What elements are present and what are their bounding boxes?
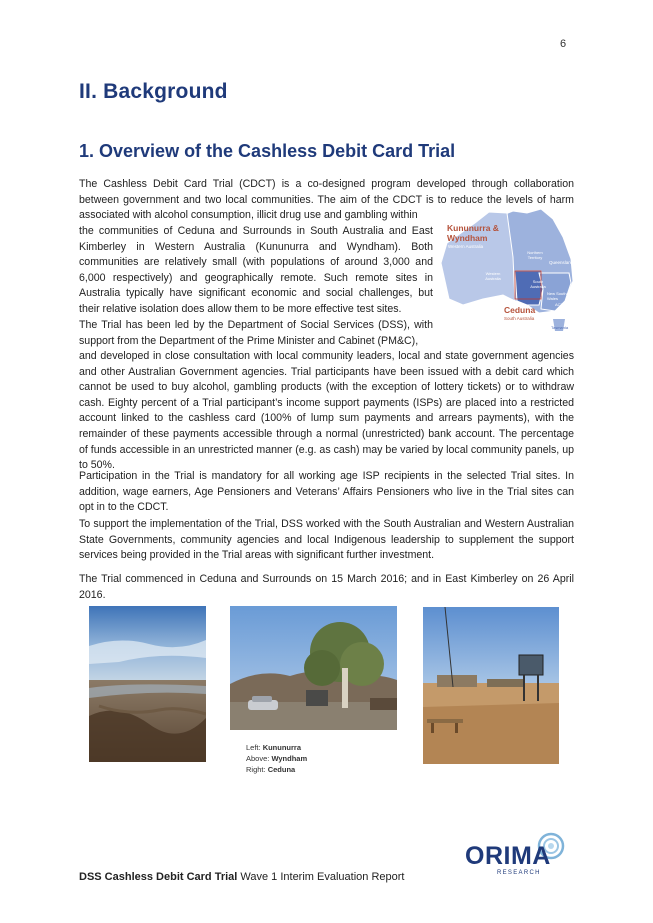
map-state-tas: Tasmania	[551, 325, 569, 330]
caption-above: Above: Wyndham	[246, 754, 308, 763]
paragraph-trial-led: The Trial has been led by the Department of Social Services (DSS), with support from the Department of the Prime Minister and Cabinet (PM&C),	[79, 319, 433, 347]
subsection-heading: 1. Overview of the Cashless Debit Card Trial	[79, 141, 456, 161]
footer-rest: Wave 1 Interim Evaluation Report	[237, 871, 405, 883]
paragraph-support: To support the implementation of the Trial, DSS worked with the South Australian and Western Australian State Governments, community agencies and local Indigenous leadership to supplement the support services being provided in the Trial areas with significant further investment.	[79, 518, 574, 562]
ceduna-photo	[423, 607, 559, 764]
paragraph-communities: the communities of Ceduna and Surrounds in South Australia and East Kimberley in Western Australia (Kununurra and Wyndham). Both communities are relatively small (with populations of around 3,000 and 6,000 respectively) and geographically remote. Such remote sites in Australia typically have significant economic and social challenges, but their relative isolation does allow them to be more effective test sites.	[79, 225, 433, 315]
map-state-vic: Victoria	[544, 311, 558, 316]
orima-logo-sub: RESEARCH	[497, 870, 541, 876]
paragraph-commenced: The Trial commenced in Ceduna and Surrounds on 15 March 2016; and in East Kimberley on 26 April 2016.	[79, 573, 574, 601]
map-state-nt: Northern Territory	[527, 250, 543, 260]
footer	[79, 871, 404, 883]
photo-caption	[246, 742, 307, 775]
caption-right: Right: Ceduna	[246, 765, 296, 774]
map-state-wa: Western Australia	[485, 271, 501, 281]
map-label-ceduna: Ceduna	[504, 305, 536, 315]
orima-logo-name: ORIMA	[465, 842, 551, 870]
map-label-wyndham: Wyndham	[447, 233, 488, 243]
paragraph-participation: Participation in the Trial is mandatory for all working age ISP recipients in the selected Trial sites. In addition, wage earners, Age Pensioners and Veterans’ Affairs Pensioners who live in the Trial sites can opt in to the CDCT.	[79, 470, 574, 514]
map-state-nsw: New South Wales	[547, 291, 567, 301]
footer-bold: DSS Cashless Debit Card Trial	[79, 871, 238, 883]
map-state-act: ACT	[555, 302, 563, 307]
map-state-qld: Queensland	[549, 260, 574, 265]
map-label-kununurra: Kununurra &	[447, 223, 499, 233]
paragraph-intro: The Cashless Debit Card Trial (CDCT) is a co-designed program developed through collaboration between government and two local communities. The aim of the CDCT is to reduce the levels of harm associated with alcohol consumption, illicit drug use and gambling within	[79, 178, 574, 222]
paragraph-trial-details: and developed in close consultation with local community leaders, local and state government agencies and other Australian Government agencies. Trial participants have been issued with a debit card which cannot be used to buy alcohol, gambling products (with the exception of lottery tickets) or to withdraw cash. Eighty percent of a Trial participant’s income support payments (ISPs) are placed into a restricted account linked to the cashless card (100% of lump sum payments and arrears payments), with the remainder of these payments accessible through a normal (unrestricted) bank account. The percentage of funds accessible in an unrestricted manner (e.g. as cash) may be varied by local community panels, up to 50%.	[79, 350, 574, 472]
section-heading: II. Background	[79, 80, 228, 103]
kununurra-photo	[89, 606, 206, 762]
wyndham-photo	[230, 606, 397, 730]
map-state-sa: South Australia	[530, 279, 546, 289]
caption-left: Left: Kununurra	[246, 743, 302, 752]
map-label-sa-sub: South Australia	[504, 316, 535, 321]
australia-map	[441, 209, 575, 334]
orima-logo	[465, 830, 570, 880]
map-label-wa-sub: Western Australia	[448, 244, 484, 249]
page-number: 6	[560, 38, 567, 50]
